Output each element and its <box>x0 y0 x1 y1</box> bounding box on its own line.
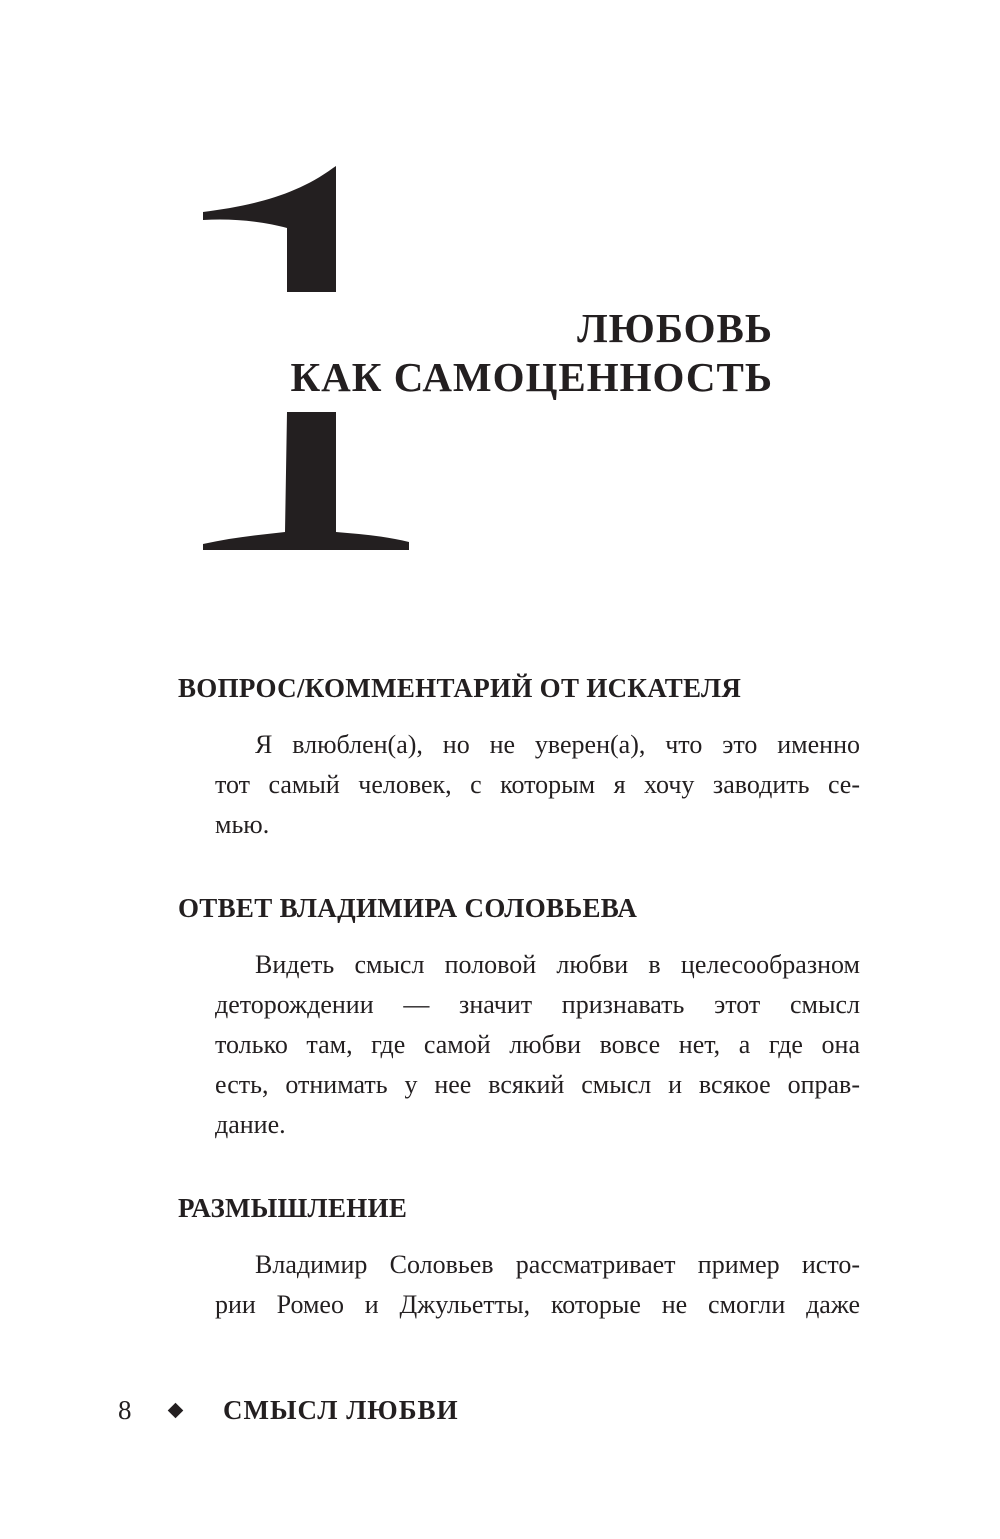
text-line: мью. <box>215 810 270 839</box>
seeker-question-heading: ВОПРОС/КОММЕНТАРИЙ ОТ ИСКАТЕЛЯ <box>178 673 742 703</box>
text-line: рии Ромео и Джульетты, которые не смогли даже <box>215 1290 860 1319</box>
reflection-text <box>215 1245 860 1325</box>
text-line: есть, отнимать у нее всякий смысл и всякое оправ- <box>215 1070 860 1099</box>
numeral-lower-stroke <box>203 412 409 550</box>
text-line: Владимир Соловьев рассматривает пример исто- <box>255 1250 860 1279</box>
text-line: Я влюблен(а), но не уверен(а), что это именно <box>255 730 860 759</box>
page-number: 8 <box>118 1394 132 1425</box>
solovyov-answer-text <box>215 945 860 1145</box>
text-line: Видеть смысл половой любви в целесообразном <box>255 950 860 979</box>
chapter-title-line-1: ЛЮБОВЬ <box>577 305 773 351</box>
text-line: тот самый человек, с которым я хочу заводить се- <box>215 770 860 799</box>
reflection-heading: РАЗМЫШЛЕНИЕ <box>178 1193 408 1223</box>
diamond-separator-icon <box>168 1402 184 1418</box>
numeral-upper-stroke <box>203 166 336 292</box>
seeker-question-text <box>215 725 860 845</box>
text-line: только там, где самой любви вовсе нет, а где она <box>215 1030 860 1059</box>
solovyov-answer-heading: ОТВЕТ ВЛАДИМИРА СОЛОВЬЕВА <box>178 893 638 923</box>
page-footer <box>118 1392 459 1428</box>
running-title: СМЫСЛ ЛЮБВИ <box>223 1394 459 1425</box>
text-line: деторождении — значит признавать этот смысл <box>215 990 860 1019</box>
text-line: дание. <box>215 1110 286 1139</box>
chapter-title-line-2: КАК САМОЦЕННОСТЬ <box>290 354 773 400</box>
